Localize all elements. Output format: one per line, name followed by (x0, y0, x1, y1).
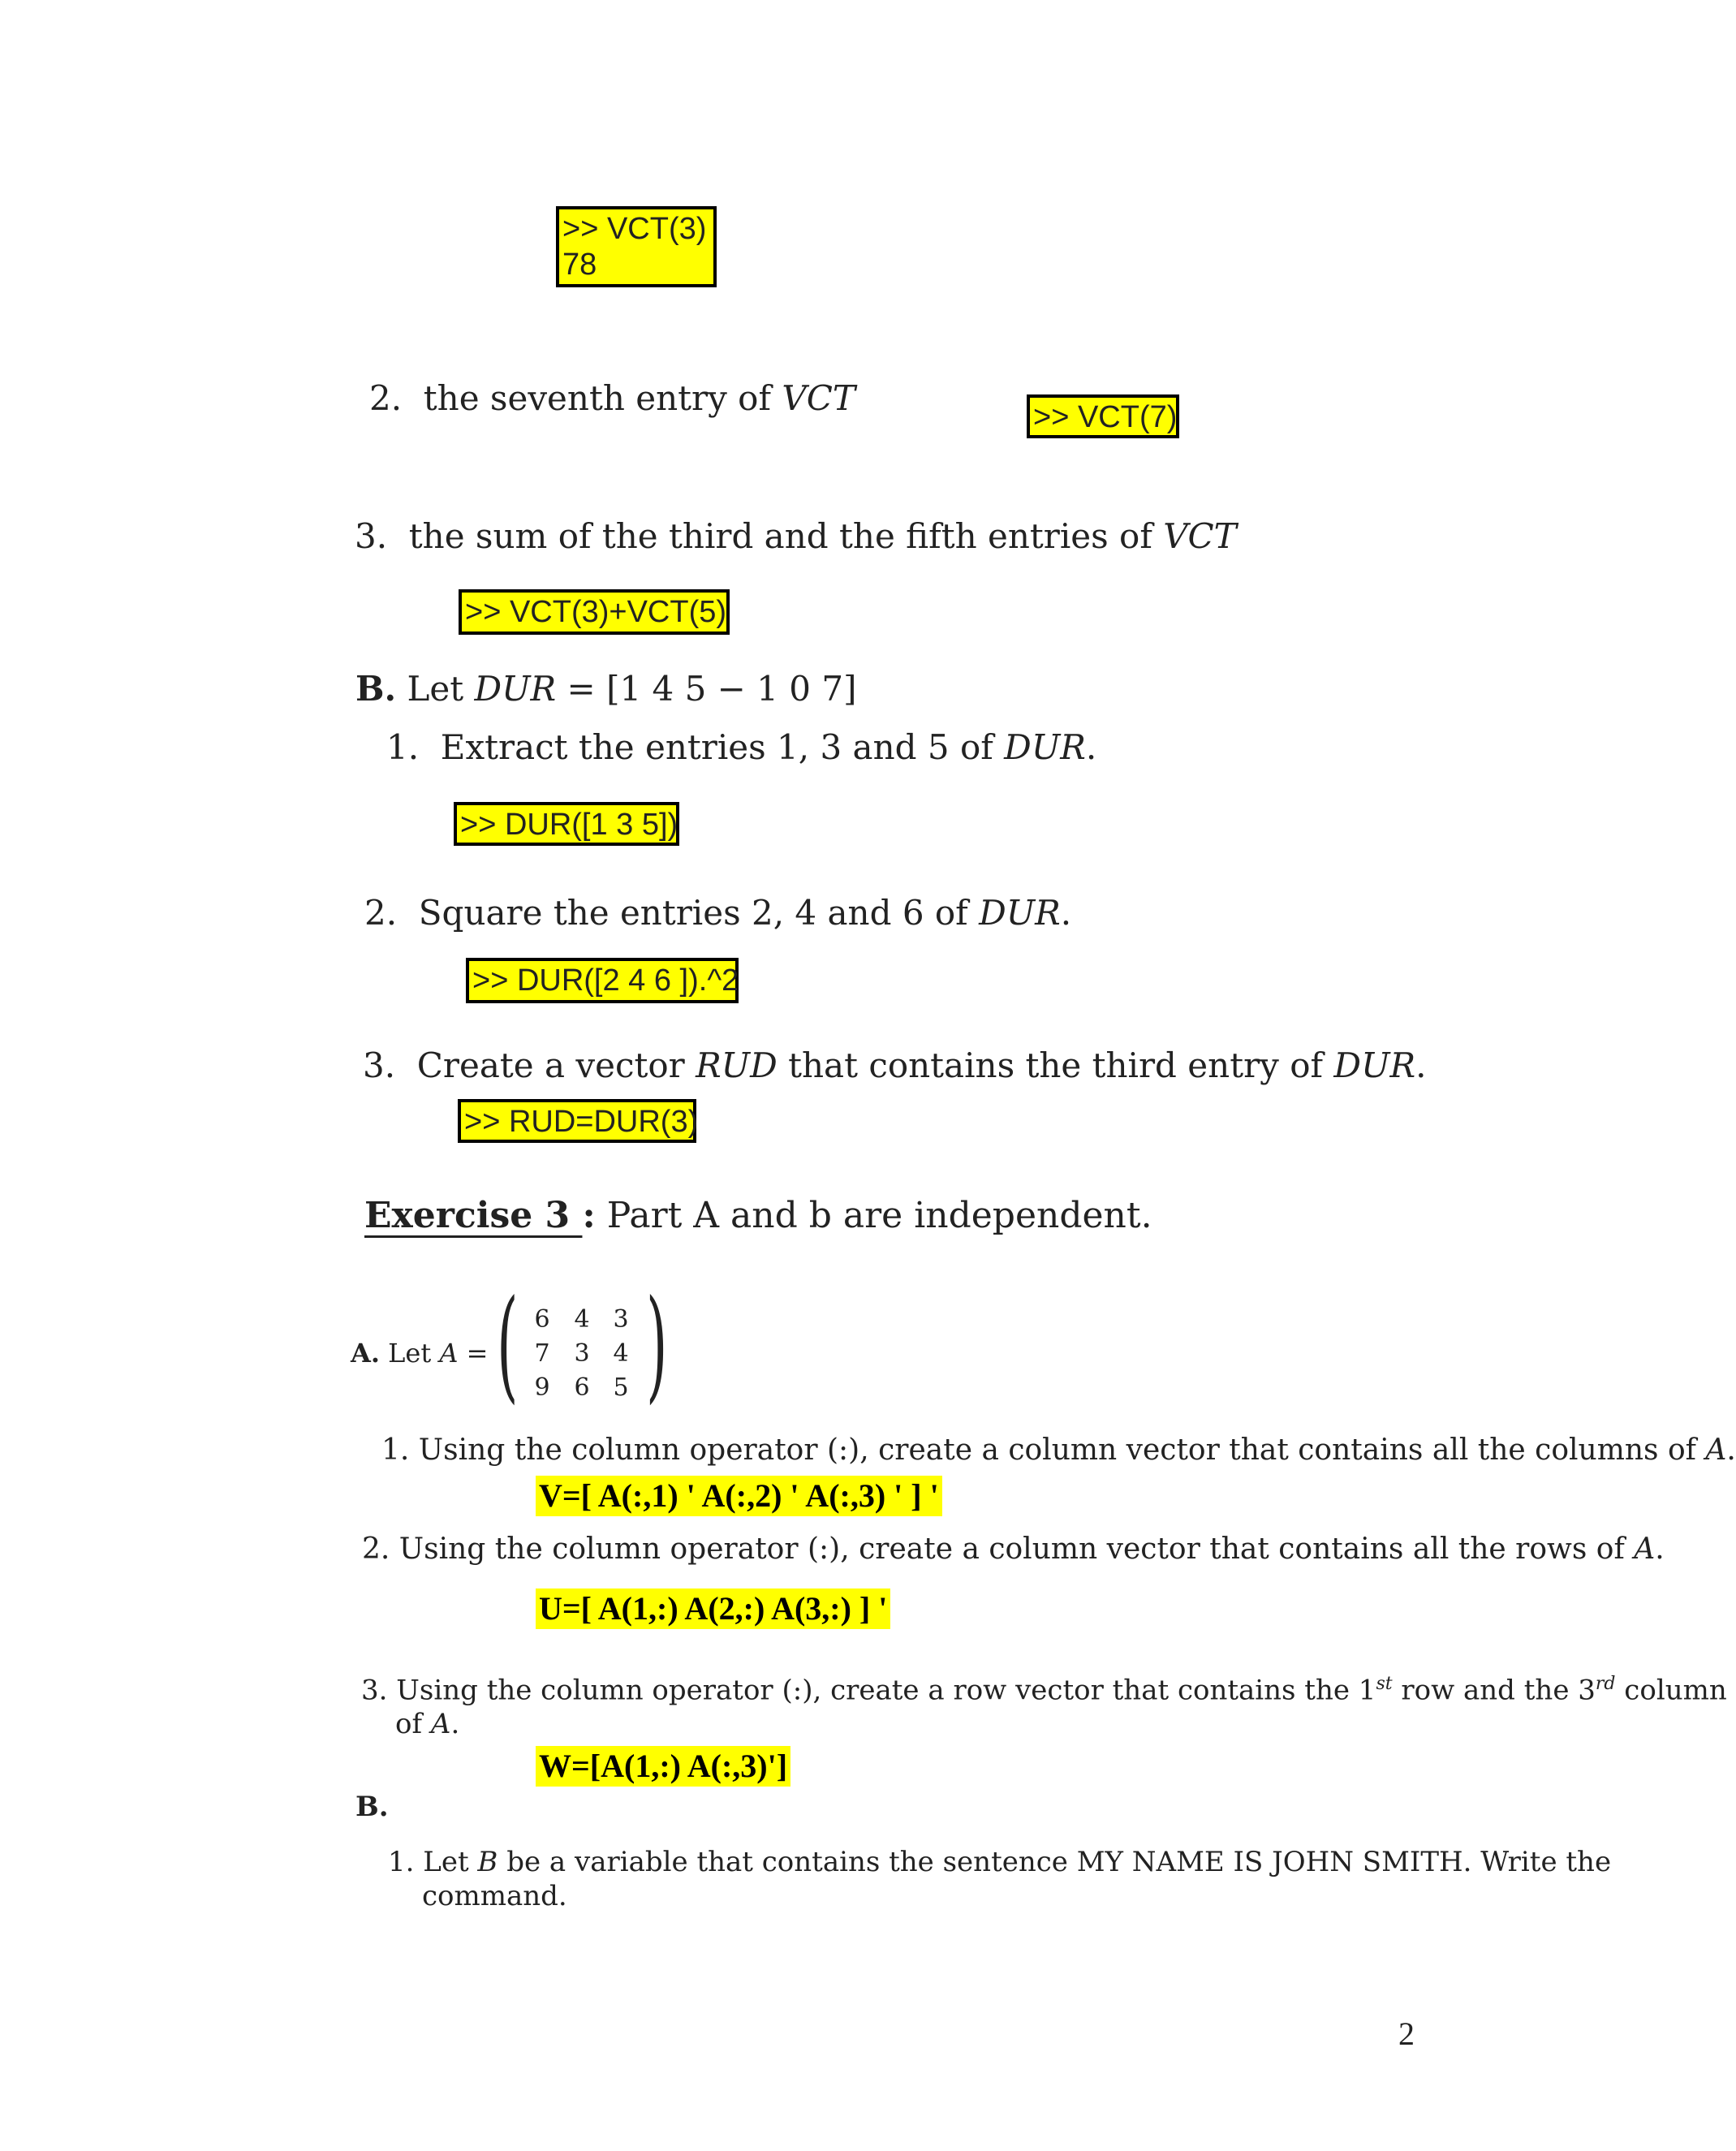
matrix-cell: 6 (574, 1373, 590, 1402)
matrix-cell: 4 (613, 1339, 629, 1368)
question-item-continuation: command. (422, 1880, 567, 1912)
matrix-definition: A. Let A = (351, 1338, 489, 1369)
exercise-3-heading: Exercise 3 : Part A and b are independent. (364, 1195, 1152, 1236)
answer-v: V=[ A(:,1) ' A(:,2) ' A(:,3) ' ] ' (536, 1476, 942, 1516)
matrix-cell: 5 (613, 1373, 629, 1402)
part-b-heading: B. Let DUR = [1 4 5 − 1 0 7] (355, 669, 857, 709)
part-b-label: B. (355, 1791, 389, 1823)
answer-u: U=[ A(1,:) A(2,:) A(3,:) ] ' (536, 1588, 890, 1629)
question-item: 2. Square the entries 2, 4 and 6 of DUR. (364, 893, 1072, 933)
page-number: 2 (1398, 2015, 1415, 2052)
question-item: 3. the sum of the third and the fifth entries of VCT (355, 516, 1237, 556)
matrix-cell: 3 (613, 1305, 629, 1334)
left-paren: ( (497, 1274, 519, 1416)
right-paren: ) (646, 1274, 668, 1416)
question-item-continuation: of A. (395, 1708, 460, 1740)
code-box-vct7: >> VCT(7) (1027, 394, 1179, 438)
code-line: >> VCT(3) (562, 212, 707, 246)
matrix-cell: 3 (574, 1339, 590, 1368)
question-item: 2. the seventh entry of VCT (369, 378, 855, 418)
matrix-cell: 4 (574, 1305, 590, 1334)
answer-w: W=[A(1,:) A(:,3)'] (536, 1746, 790, 1787)
question-item: 1. Let B be a variable that contains the sentence MY NAME IS JOHN SMITH. Write the (388, 1846, 1612, 1878)
matrix-a (495, 1274, 668, 1416)
code-box-dur135: >> DUR([1 3 5]) (454, 802, 679, 846)
matrix-cell: 6 (534, 1305, 550, 1334)
code-box-dur246: >> DUR([2 4 6 ]).^2 (466, 958, 739, 1003)
question-item: 1. Using the column operator (:), create a column vector that contains all the columns of A. (381, 1433, 1736, 1467)
question-item: 3. Create a vector RUD that contains the third entry of DUR. (363, 1045, 1427, 1085)
code-box-vct3 (556, 206, 717, 287)
matrix-cell: 9 (534, 1373, 550, 1402)
question-item: 1. Extract the entries 1, 3 and 5 of DUR. (386, 727, 1097, 767)
code-box-rud: >> RUD=DUR(3) (458, 1099, 696, 1143)
question-item: 3. Using the column operator (:), create a row vector that contains the 1st row and the 3rd column (361, 1674, 1727, 1707)
code-box-vct3-plus-vct5: >> VCT(3)+VCT(5) (459, 589, 730, 635)
code-result: 78 (562, 248, 597, 282)
matrix-cell: 7 (534, 1339, 550, 1368)
question-item: 2. Using the column operator (:), create a column vector that contains all the rows of A. (362, 1532, 1665, 1566)
